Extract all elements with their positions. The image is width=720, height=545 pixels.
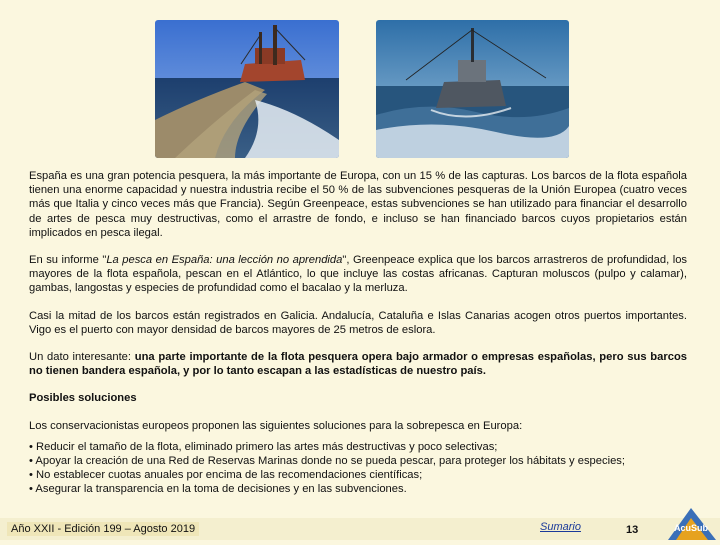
fact-intro: Un dato interesante:	[29, 351, 135, 364]
report-text-after: ", Greenpeace explica que los barcos arrastreros de profundidad, los mayores de la flota española, pescan en el Atlántico, lo que incluye las costas africanas. Capturan moluscos (pulpo y calamar), gambas, langostas y especies de profundidad como el bacalao y la merluza.	[29, 254, 688, 295]
list-item: • Apoyar la creación de una Red de Reservas Marinas donde no se pueda pescar, para proteger los hábitats y especies;	[29, 454, 687, 468]
heading-text: Posibles soluciones	[29, 392, 137, 405]
trawler-photo-left	[155, 20, 339, 158]
paragraph-solutions-intro: Los conservacionistas europeos proponen las siguientes soluciones para la sobrepesca en Europa:	[29, 419, 523, 432]
summary-link[interactable]: Sumario	[540, 521, 581, 533]
acusub-logo	[664, 506, 718, 540]
paragraph-galicia: Casi la mitad de los barcos están registrados en Galicia. Andalucía, Cataluña e Islas Canarias acogen otros puertos importantes. Vigo es el puerto con mayor densidad de barcos mayores de 25 metros de eslora.	[29, 309, 687, 336]
article-body	[29, 169, 687, 497]
section-heading	[29, 391, 687, 405]
list-item: • Asegurar la transparencia en la toma de decisiones y en las subvenciones.	[29, 482, 687, 496]
page-number: 13	[626, 524, 639, 536]
paragraph-interesting-fact	[29, 350, 687, 378]
trawler-photo-right	[376, 20, 569, 158]
logo-text: AcuSub	[673, 523, 709, 533]
solutions-list	[29, 440, 687, 497]
edition-info: Año XXII - Edición 199 – Agosto 2019	[7, 522, 199, 536]
list-item: • Reducir el tamaño de la flota, eliminado primero las artes más destructivas y poco selectivas;	[29, 440, 687, 454]
paragraph-report	[29, 253, 687, 296]
list-item: • No establecer cuotas anuales por encima de las recomendaciones científicas;	[29, 468, 687, 482]
paragraph-intro: España es una gran potencia pesquera, la más importante de Europa, con un 15 % de las capturas. Los barcos de la flota española tienen una enorme capacidad y nuestra industria recibe el 50 % de las subvenciones pesqueras de la Unión Europea (cuatro veces más que Italia y cinco veces más que Francia). Según Greenpeace, estas subvenciones se han utilizado para financiar el desarrollo de artes de pesca muy destructivas, como el arrastre de fondo, e incluso se han financiado barcos cuyos propietarios están implicados en pesca ilegal.	[29, 170, 687, 239]
report-title: La pesca en España: una lección no aprendida	[106, 254, 343, 267]
report-text-before: En su informe "	[29, 254, 107, 267]
fact-bold: una parte importante de la flota pesquera opera bajo armador o empresas españolas, pero sus barcos no tienen bandera española, y por lo tanto escapan a las estadísticas de nuestro país.	[29, 351, 687, 378]
